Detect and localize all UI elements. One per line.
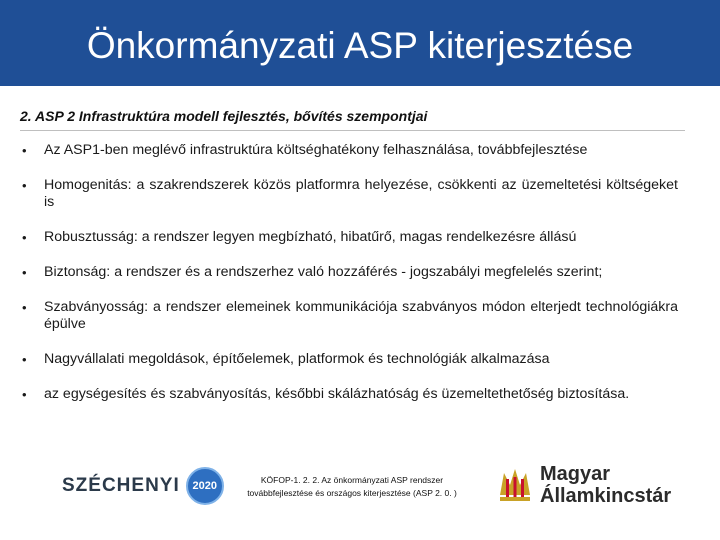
list-item xyxy=(20,351,678,368)
kincstar-logo-line: Államkincstár xyxy=(540,485,672,507)
list-item-text: Az ASP1-ben meglévő infrastruktúra költséghatékony felhasználása, továbbfejlesztése xyxy=(44,142,588,158)
list-item-text: Homogenitás: a szakrendszerek közös platformra helyezése, csökkenti az üzemeltetési költségeket is xyxy=(44,177,678,210)
list-item-text: Robusztusság: a rendszer legyen megbízható, hibatűrő, magas rendelkezésre állású xyxy=(44,229,577,245)
magyar-allamkincstar-logo xyxy=(498,462,671,508)
bullet-icon: • xyxy=(22,143,27,158)
bullet-list xyxy=(20,142,678,421)
project-note-line: továbbfejlesztése és országos kiterjesztése (ASP 2. 0. ) xyxy=(247,488,457,498)
szechenyi-logo-word: SZÉCHENYI xyxy=(62,475,180,496)
divider xyxy=(20,130,685,131)
footer xyxy=(0,448,720,540)
bullet-icon: • xyxy=(22,265,27,280)
list-item xyxy=(20,299,678,333)
bullet-icon: • xyxy=(22,230,27,245)
list-item xyxy=(20,177,678,211)
bullet-icon: • xyxy=(22,300,27,315)
kincstar-logo-line: Magyar xyxy=(540,463,611,485)
list-item xyxy=(20,386,678,403)
szechenyi-2020-logo xyxy=(62,468,224,504)
section-subtitle: 2. ASP 2 Infrastruktúra modell fejlesztés, bővítés szempontjai xyxy=(20,108,428,124)
title-banner xyxy=(0,0,720,86)
bullet-icon: • xyxy=(22,178,27,193)
bullet-icon: • xyxy=(22,352,27,367)
page-title: Önkormányzati ASP kiterjesztése xyxy=(86,25,634,66)
list-item-text: az egységesítés és szabványosítás, későbbi skálázhatóság és üzemeltethetőség biztosítása. xyxy=(44,386,630,402)
list-item-text: Szabványosság: a rendszer elemeinek kommunikációja szabványos módon elterjedt technológiákra épülve xyxy=(44,299,678,332)
project-note-line: KÖFOP-1. 2. 2. Az önkormányzati ASP rendszer xyxy=(260,475,444,485)
project-note xyxy=(232,474,472,500)
list-item xyxy=(20,142,678,159)
bullet-icon: • xyxy=(22,387,27,402)
crown-emblem-icon xyxy=(498,465,532,505)
list-item-text: Nagyvállalati megoldások, építőelemek, platformok és technológiák alkalmazása xyxy=(44,351,550,367)
list-item xyxy=(20,229,678,246)
list-item xyxy=(20,264,678,281)
szechenyi-logo-badge: 2020 xyxy=(186,467,224,505)
list-item-text: Biztonság: a rendszer és a rendszerhez való hozzáférés - jogszabályi megfelelés szerint; xyxy=(44,264,603,280)
